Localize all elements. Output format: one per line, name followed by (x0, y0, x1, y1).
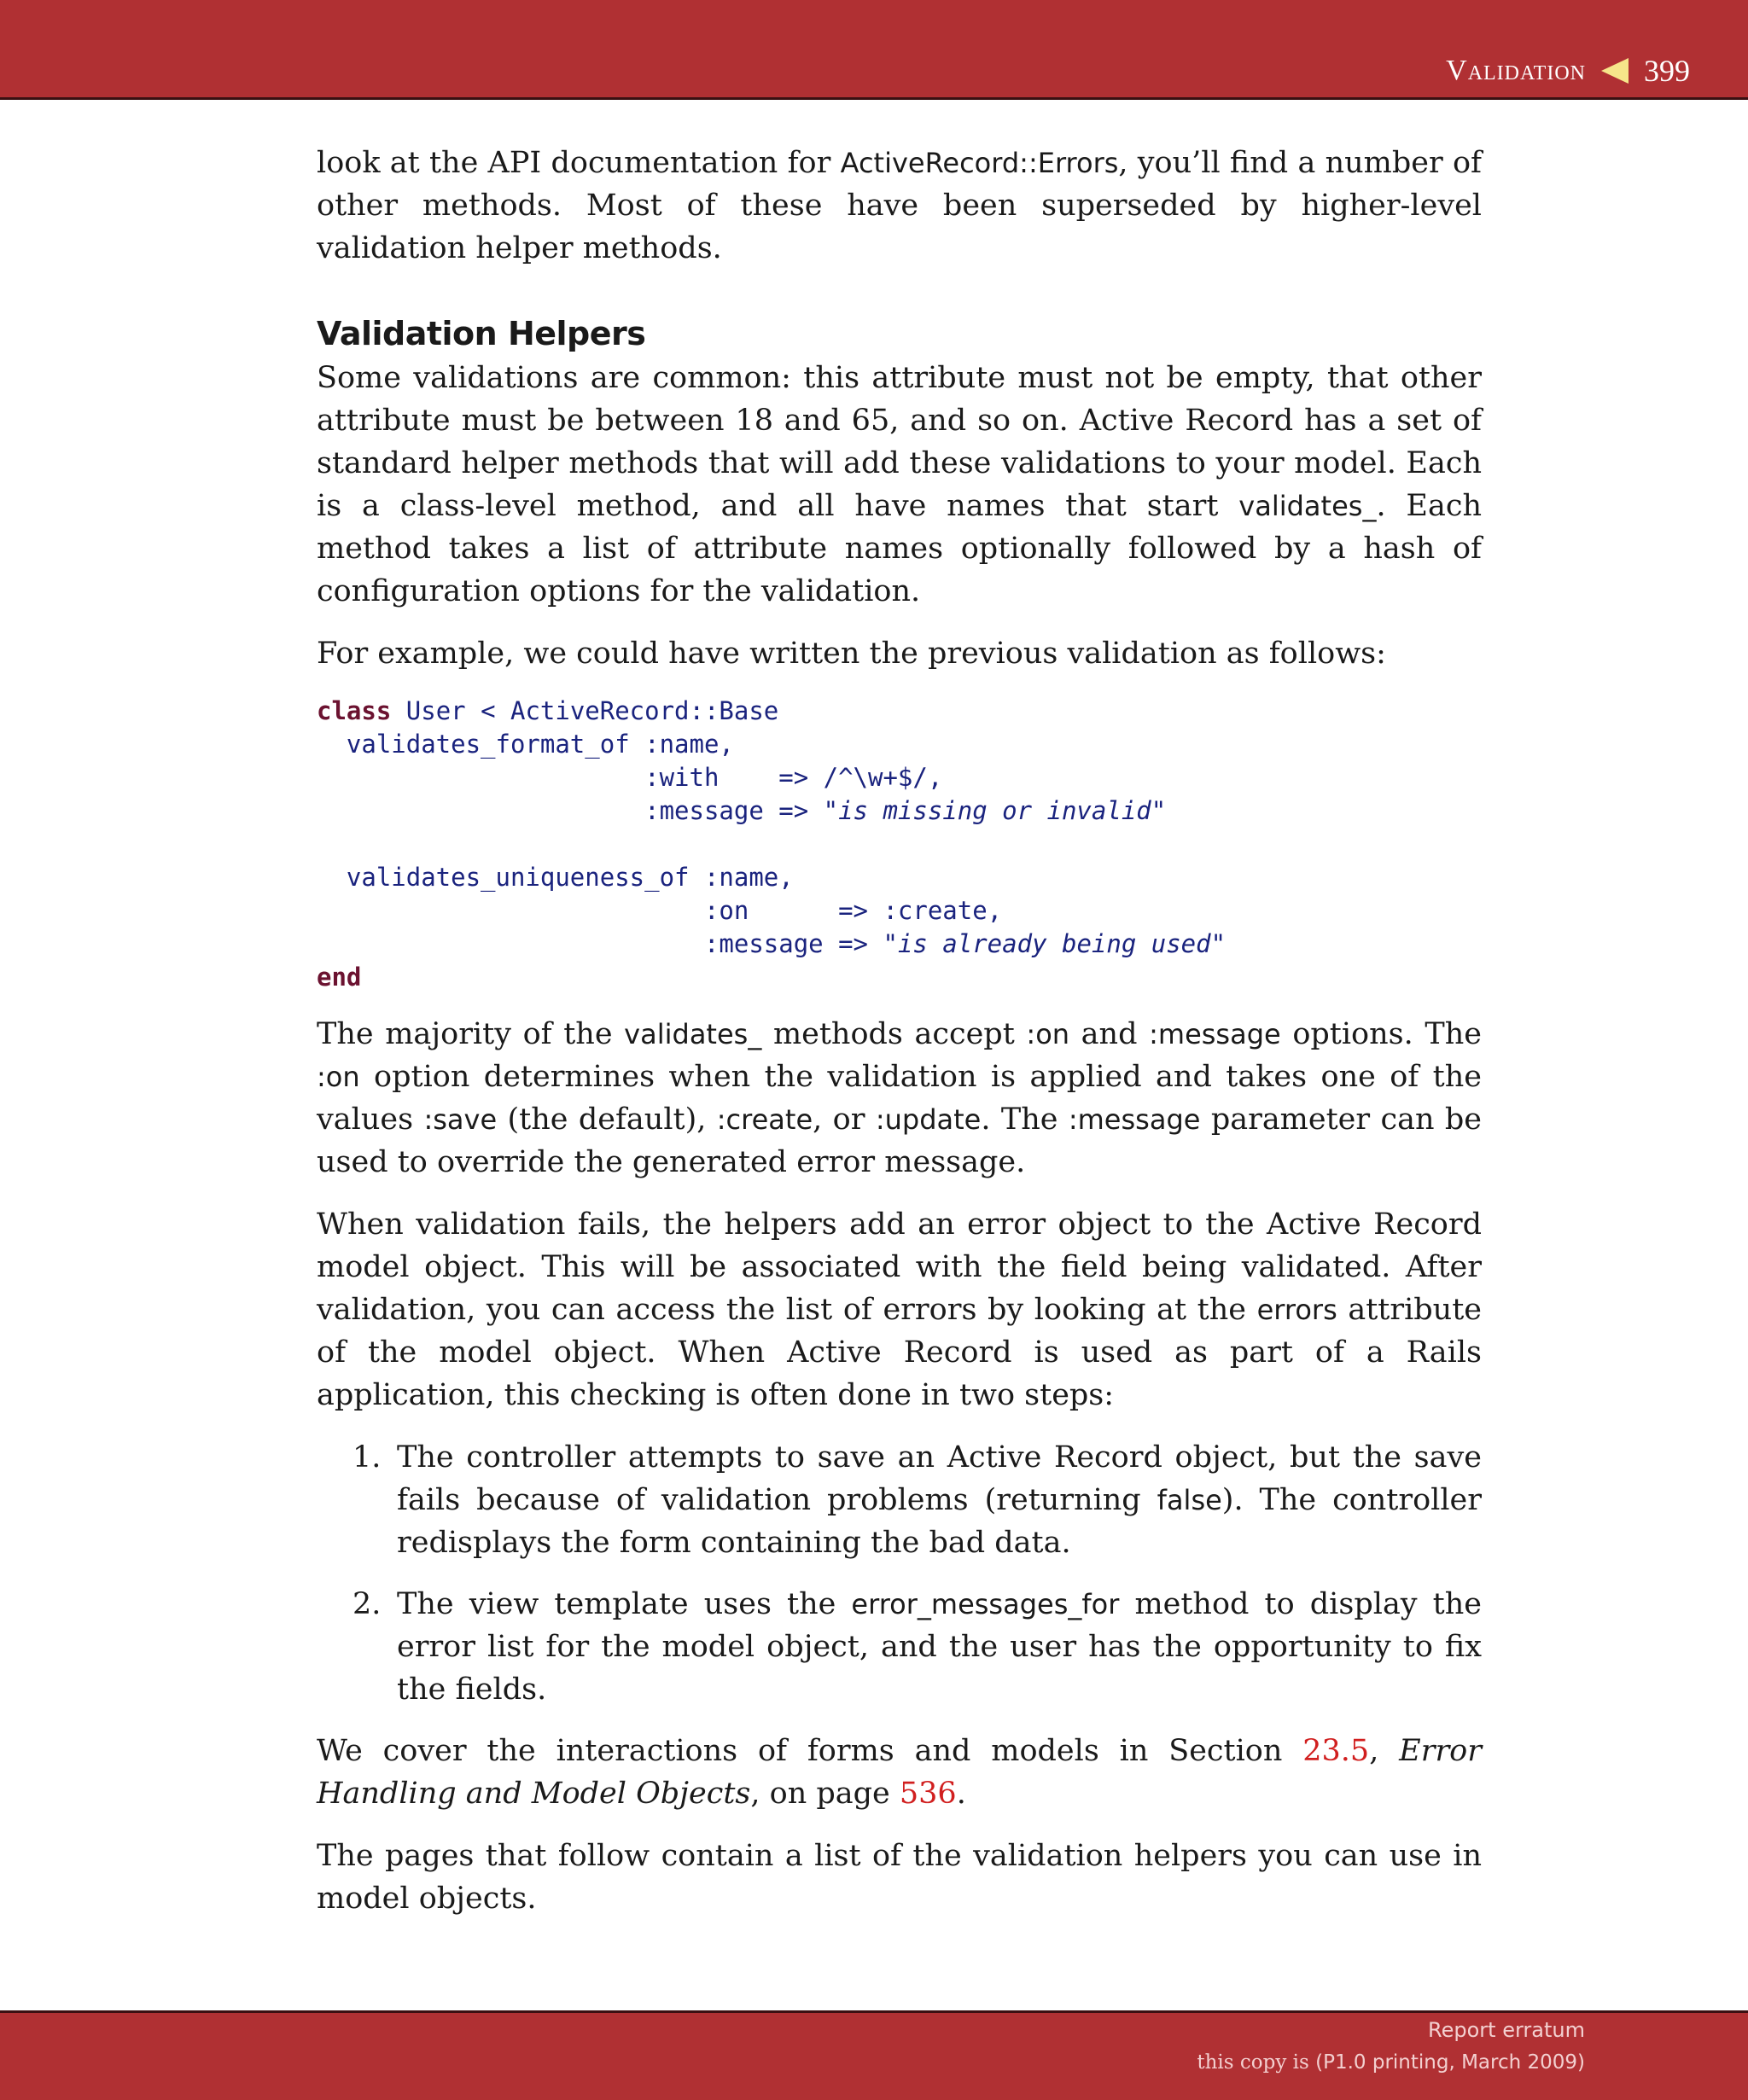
paragraph-intro: look at the API documentation for ActiveRecord::Errors, you’ll find a number of other methods. Most of these have been superseded by higher-level validation helper methods. (317, 146, 1482, 265)
running-head (1446, 53, 1690, 89)
copy-note: this copy is (P1.0 printing, March 2009) (1197, 2051, 1585, 2074)
inline-code: validates_ (1238, 490, 1377, 522)
list-item: 1. The controller attempts to save an Active Record object, but the save fails because of validation problems (returning false). The controller redisplays the form containing the bad data. (353, 1440, 1482, 1560)
steps-list (317, 1436, 1482, 1711)
paragraph-closing: The pages that follow contain a list of the validation helpers you can use in model objects. (317, 1839, 1482, 1916)
page-content (317, 142, 1482, 1940)
section-heading: Validation Helpers (317, 315, 646, 352)
paragraph-example: For example, we could have written the previous validation as follows: (317, 637, 1386, 671)
section-link[interactable]: 23.5 (1302, 1734, 1370, 1768)
report-erratum-link[interactable]: Report erratum (1428, 2018, 1585, 2042)
back-arrow-icon[interactable] (1601, 58, 1629, 84)
page-link[interactable]: 536 (899, 1777, 957, 1811)
paragraph-crossref: We cover the interactions of forms and models in Section 23.5, Error Handling and Model Objects, on page 536. (317, 1734, 1482, 1811)
paragraph-options: The majority of the validates_ methods accept :on and :message options. The :on option determines when the validation is applied and takes one of the values :save (the default), :create, or :update. The :message parameter can be used to override the generated error message. (317, 1017, 1482, 1179)
inline-code: ActiveRecord::Errors (840, 147, 1119, 179)
page-number: 399 (1644, 54, 1690, 88)
section-title: Validation (1446, 55, 1586, 86)
paragraph-errors: When validation fails, the helpers add an error object to the Active Record model object. This will be associated with the field being validated. After validation, you can access the list of errors by looking at the errors attribute of the model object. When Active Record is used as part of a Rails application, this checking is often done in two steps: (317, 1207, 1482, 1412)
list-item: 2. The view template uses the error_messages_for method to display the error list for the model object, and the user has the opportunity to fix the fields. (353, 1587, 1482, 1707)
paragraph-helpers: Some validations are common: this attribute must not be empty, that other attribute must be between 18 and 65, and so on. Active Record has a set of standard helper methods that will add these validations to your model. Each is a class-level method, and all have names that start validates_. Each method takes a list of attribute names optionally followed by a hash of configuration options for the validation. (317, 361, 1482, 608)
code-listing: class User < ActiveRecord::Base validates_format_of :name, :with => /^\w+$/, :message => "is missing or invalid" validates_uniqueness_of :name, :on => :create, :message => "is already being used" end (317, 696, 1227, 992)
